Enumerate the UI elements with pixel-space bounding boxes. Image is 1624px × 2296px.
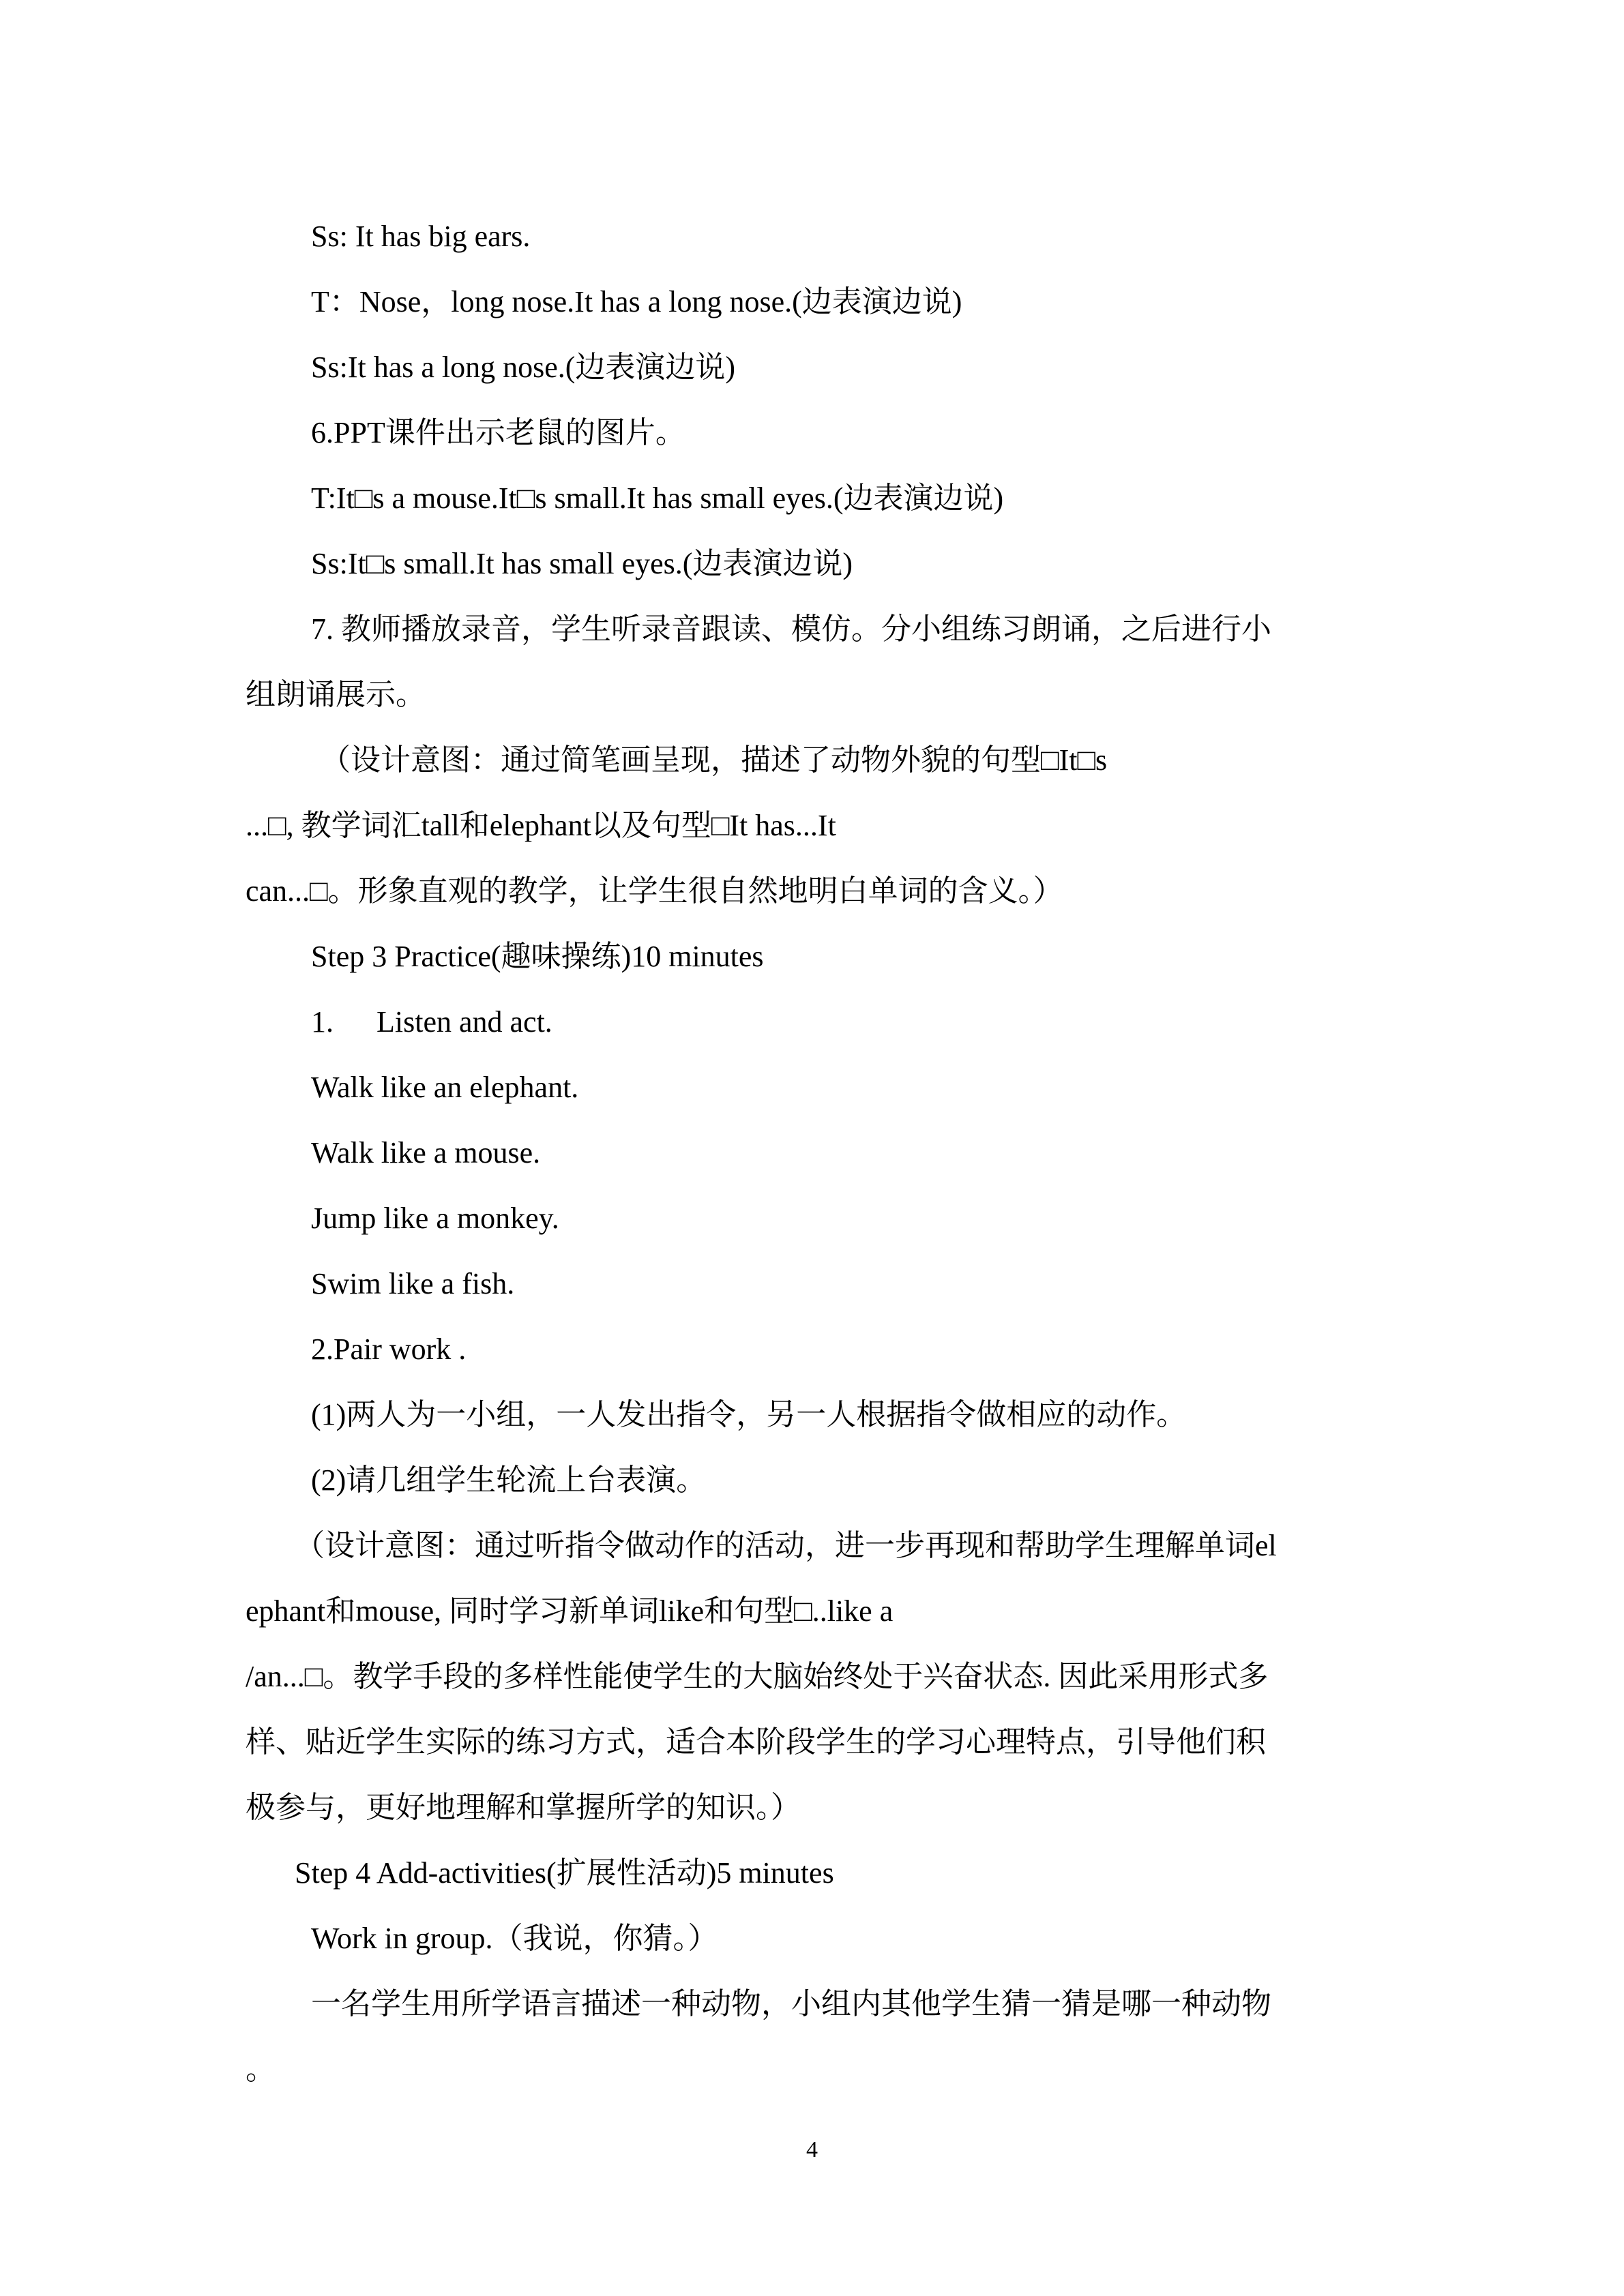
- design-intent-line: （设计意图：通过简笔画呈现，描述了动物外貌的句型□It□s: [321, 743, 1108, 777]
- text-line: 6.PPT课件出示老鼠的图片。: [311, 416, 685, 449]
- text-line: Ss:It has a long nose.(边表演边说): [311, 351, 736, 384]
- step-heading: Step 3 Practice(趣味操练)10 minutes: [311, 940, 764, 973]
- text-line: 组朗诵展示。: [246, 678, 426, 711]
- step-heading: Step 4 Add-activities(扩展性活动)5 minutes: [295, 1856, 834, 1890]
- design-intent-line: 样、贴近学生实际的练习方式，适合本阶段学生的学习心理特点，引导他们积: [246, 1725, 1266, 1759]
- text-line: 7. 教师播放录音，学生听录音跟读、模仿。分小组练习朗诵，之后进行小: [311, 612, 1271, 646]
- text-line: (1)两人为一小组，一人发出指令，另一人根据指令做相应的动作。: [311, 1398, 1187, 1431]
- text-line: 一名学生用所学语言描述一种动物，小组内其他学生猜一猜是哪一种动物: [311, 1987, 1271, 2021]
- text-line: Ss:It□s small.It has small eyes.(边表演边说): [311, 547, 853, 580]
- text-line: 2.Pair work .: [311, 1332, 467, 1366]
- text-line: T:It□s a mouse.It□s small.It has small eyes.(边表演边说): [311, 481, 1004, 515]
- text-line: Walk like a mouse.: [311, 1136, 541, 1169]
- design-intent-line: ephant和mouse, 同时学习新单词like和句型□..like a: [246, 1594, 894, 1628]
- design-intent-line: （设计意图：通过听指令做动作的活动，进一步再现和帮助学生理解单词el: [295, 1529, 1277, 1562]
- text-line: Walk like an elephant.: [311, 1071, 579, 1104]
- page-number: 4: [806, 2137, 818, 2162]
- design-intent-line: 极参与，更好地理解和掌握所学的知识。）: [246, 1791, 801, 1824]
- text-line: Jump like a monkey.: [311, 1202, 559, 1235]
- text-line: (2)请几组学生轮流上台表演。: [311, 1463, 707, 1497]
- design-intent-line: can...□。形象直观的教学，让学生很自然地明白单词的含义。）: [246, 874, 1063, 908]
- text-line: T：Nose，long nose.It has a long nose.(边表演边说): [311, 285, 962, 318]
- item-text: Listen and act.: [377, 1005, 552, 1039]
- text-line: Work in group.（我说，你猜。）: [311, 1922, 718, 1955]
- text-line: Swim like a fish.: [311, 1267, 515, 1300]
- design-intent-line: /an...□。教学手段的多样性能使学生的大脑始终处于兴奋状态. 因此采用形式多: [246, 1660, 1269, 1693]
- numbered-item: [311, 1007, 552, 1037]
- item-number: 1.: [311, 1005, 334, 1039]
- design-intent-line: ...□, 教学词汇tall和elephant以及句型□It has...It: [246, 809, 836, 842]
- text-line: Ss: It has big ears.: [311, 220, 531, 253]
- text-line: 。: [246, 2053, 276, 2086]
